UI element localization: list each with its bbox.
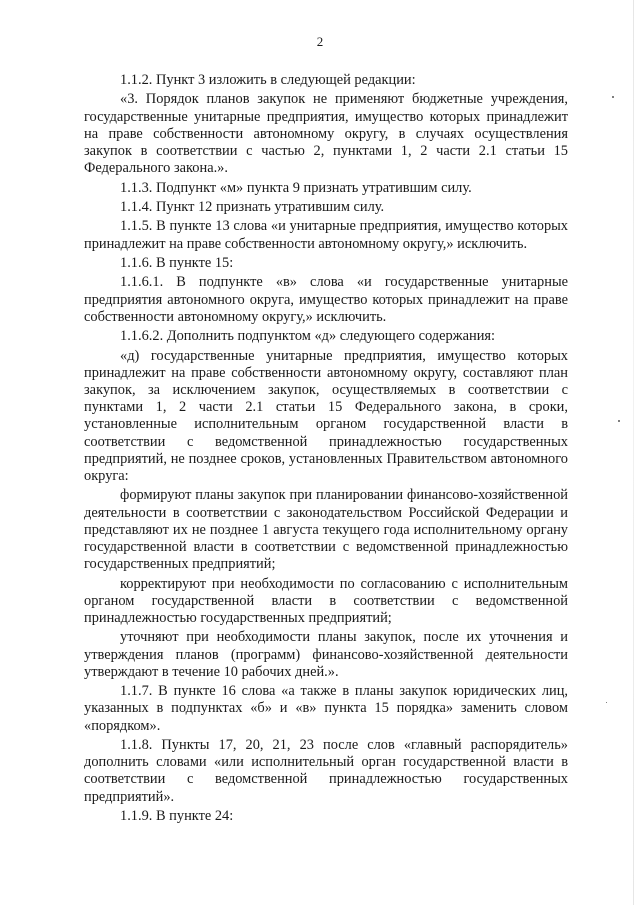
- paragraph-utochnyayut: уточняют при необходимости планы закупок, после их уточнения и утверждения планов (программ) финансово-хозяйственной деятельности утверждают в течение 10 рабочих дней.».: [84, 629, 568, 680]
- document-body: [84, 72, 568, 827]
- paragraph-quote-3: «3. Порядок планов закупок не применяют бюджетные учреждения, государственные унитарные предприятия, имущество которых принадлежит на праве собственности автономному округу, в случаях осуществления закупок в соответствии с частью 2, пунктами 1, 2 части 2.1 статьи 15 Федерального закона.».: [84, 91, 568, 177]
- paragraph-formiruyut: формируют планы закупок при планировании финансово-хозяйственной деятельности в соответствии с законодательством Российской Федерации и представляют их не позднее 1 августа текущего года исполнительному органу государственной власти в соответствии с ведомственной принадлежностью государственных предприятий;: [84, 487, 568, 573]
- scan-edge-shadow: [633, 0, 634, 905]
- paragraph-1-1-6-1: 1.1.6.1. В подпункте «в» слова «и государственные унитарные предприятия автономного округа, имущество которых принадлежит на праве собственности автономному округу,» исключить.: [84, 274, 568, 325]
- paragraph-1-1-3: 1.1.3. Подпункт «м» пункта 9 признать утратившим силу.: [120, 179, 472, 196]
- paragraph-1-1-2: 1.1.2. Пункт 3 изложить в следующей редакции:: [120, 72, 416, 88]
- scan-speck: [612, 96, 614, 98]
- page-number: 2: [316, 34, 324, 49]
- paragraph-1-1-5: 1.1.5. В пункте 13 слова «и унитарные предприятия, имущество которых принадлежит на праве собственности автономному округу,» исключить.: [84, 218, 568, 252]
- paragraph-1-1-7: 1.1.7. В пункте 16 слова «а также в планы закупок юридических лиц, указанных в подпунктах «б» и «в» пункта 15 порядка» заменить словом «порядком».: [84, 683, 568, 734]
- scan-speck: [606, 702, 607, 703]
- paragraph-1-1-4: 1.1.4. Пункт 12 признать утратившим силу.: [120, 198, 385, 215]
- paragraph-1-1-6: 1.1.6. В пункте 15:: [120, 254, 234, 271]
- paragraph-subpoint-d: «д) государственные унитарные предприятия, имущество которых принадлежит на праве собственности автономному округу, составляют план закупок, за исключением закупок, осуществляемых в соответствии с пунктами 1, 2 части 2.1 статьи 15 Федерального закона, в сроки, установленные исполнительным органом государственной власти в соответствии с ведомственной принадлежностью государственных предприятий, не позднее сроков, установленных Правительством автономного округа:: [84, 347, 568, 484]
- paragraph-1-1-8: 1.1.8. Пункты 17, 20, 21, 23 после слов «главный распорядитель» дополнить словами «или исполнительный орган государственной власти в соответствии с ведомственной принадлежностью государственных предприятий».: [84, 736, 568, 805]
- paragraph-1-1-6-2: 1.1.6.2. Дополнить подпунктом «д» следующего содержания:: [120, 328, 496, 345]
- paragraph-1-1-9: 1.1.9. В пункте 24:: [120, 807, 234, 824]
- scan-speck: [618, 420, 620, 422]
- paragraph-korrektiruyut: корректируют при необходимости по согласованию с исполнительным органом государственной власти в соответствии с ведомственной принадлежностью государственных предприятий;: [84, 575, 568, 626]
